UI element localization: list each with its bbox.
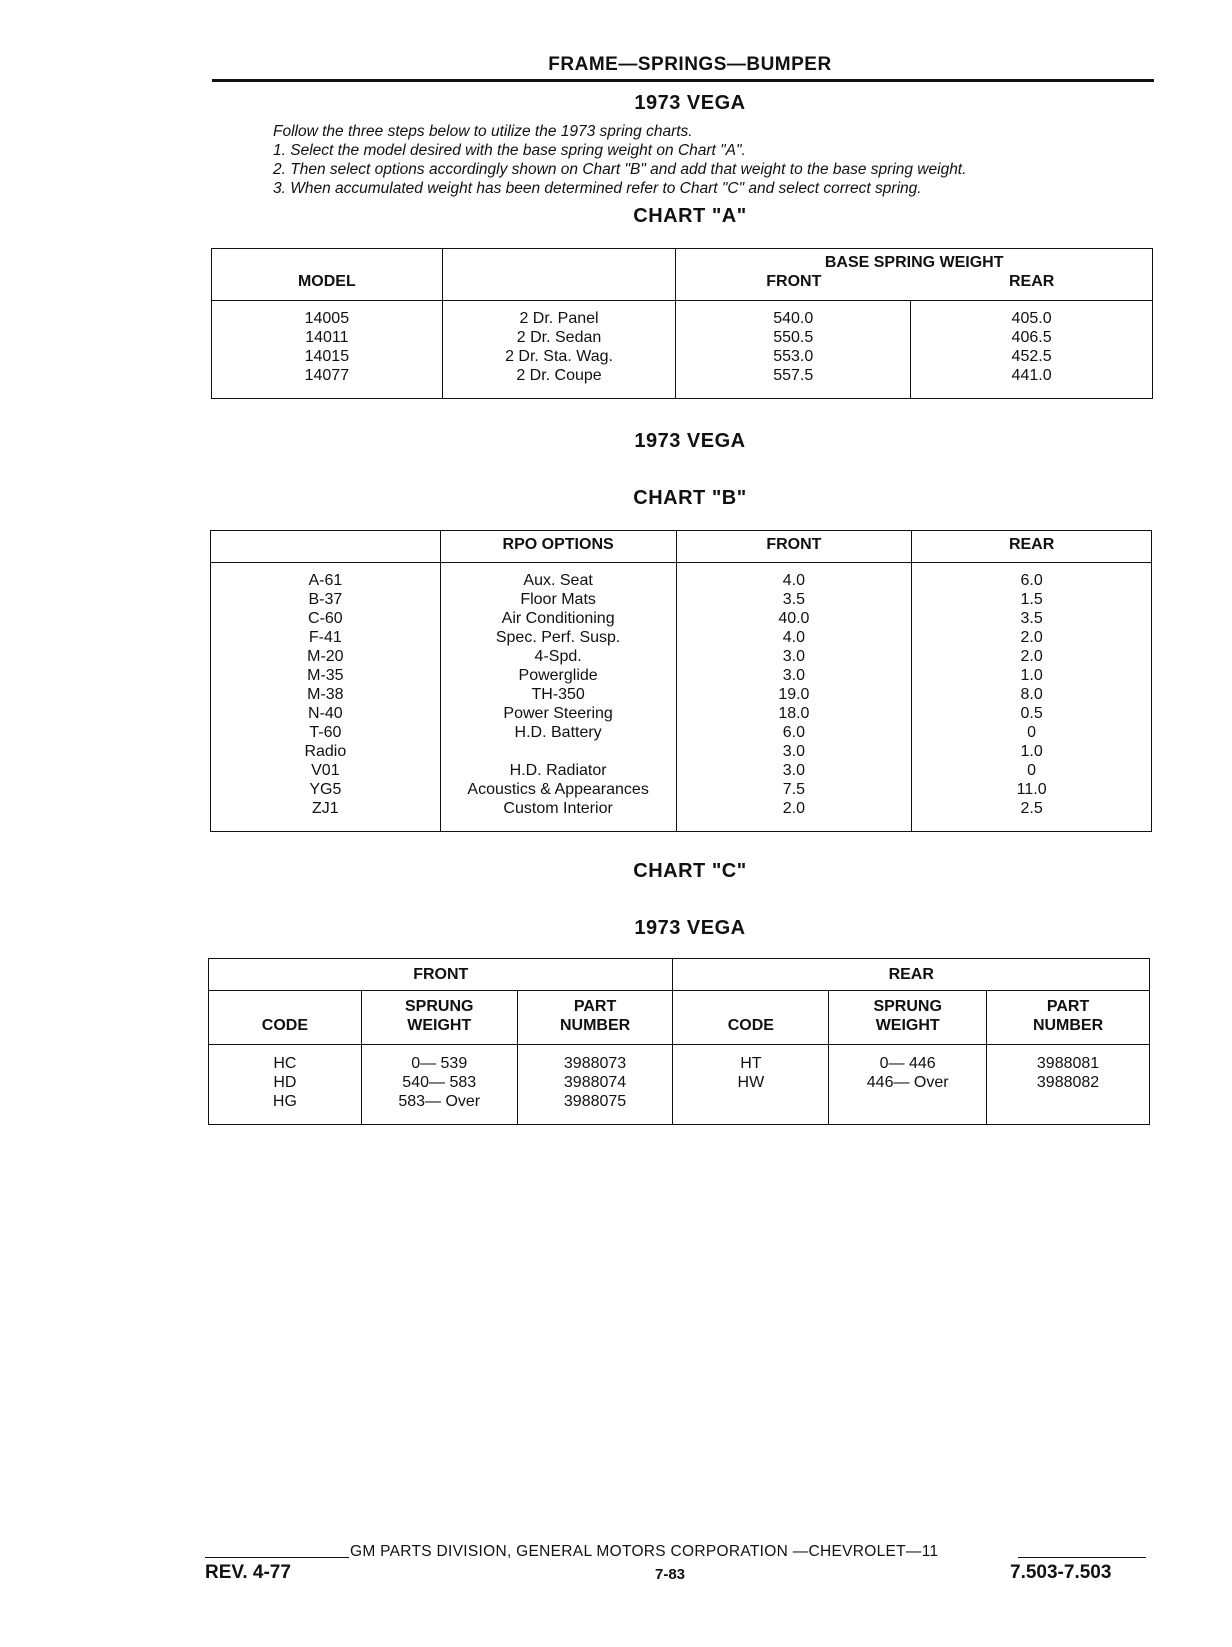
rpo-code-cell: M-35 bbox=[307, 667, 344, 684]
rear-weight-cell: 3.5 bbox=[1020, 610, 1043, 627]
rpo-code-cell: A-61 bbox=[308, 572, 343, 589]
front-sprung-weight-header bbox=[361, 991, 517, 1045]
instructions bbox=[273, 122, 966, 198]
footer-company: GM PARTS DIVISION, GENERAL MOTORS CORPORATION —CHEVROLET—11 bbox=[350, 1543, 939, 1560]
chart-c-title: CHART "C" bbox=[633, 860, 747, 882]
rpo-option-cell: Spec. Perf. Susp. bbox=[495, 629, 621, 646]
model-cell: 14011 bbox=[305, 329, 349, 346]
front-weight-cell: 4.0 bbox=[782, 629, 805, 646]
front-weight-cell: 4.0 bbox=[782, 572, 805, 589]
rpo-code-cell: YG5 bbox=[309, 781, 342, 798]
front-weight-cell: 3.5 bbox=[782, 591, 805, 608]
rear-weight-cell: 0 bbox=[1027, 724, 1037, 741]
sprung-weight-label: SPRUNG WEIGHT bbox=[873, 998, 942, 1034]
footer-rule-right bbox=[1018, 1557, 1146, 1558]
code-header bbox=[211, 531, 441, 563]
rpo-code-cell: ZJ1 bbox=[312, 800, 339, 817]
rpo-code-cell: M-20 bbox=[307, 648, 344, 665]
rear-weight-cell: 2.5 bbox=[1020, 800, 1043, 817]
rear-code-cell: HW bbox=[737, 1074, 765, 1091]
rpo-code-cell: B-37 bbox=[308, 591, 343, 608]
sprung-weight-label: SPRUNG WEIGHT bbox=[404, 998, 474, 1034]
rear-weight-cell: 441.0 bbox=[1011, 367, 1052, 384]
front-weight-cell: 553.0 bbox=[773, 348, 814, 365]
chart-b-title: CHART "B" bbox=[633, 487, 747, 509]
front-weight-cell: 540.0 bbox=[773, 310, 814, 327]
rpo-option-cell: Air Conditioning bbox=[501, 610, 615, 627]
model-header: MODEL bbox=[212, 249, 443, 301]
chart-b-table bbox=[210, 530, 1152, 832]
vega-heading-3: 1973 VEGA bbox=[634, 917, 746, 939]
front-weight-cell: 3.0 bbox=[782, 743, 805, 760]
chart-c-table bbox=[208, 958, 1150, 1125]
rear-weight-cell: 406.5 bbox=[1011, 329, 1052, 346]
rpo-option-cell: TH-350 bbox=[531, 686, 585, 703]
instruction-line: 3. When accumulated weight has been determined refer to Chart "C" and select correct spring. bbox=[273, 180, 922, 197]
rear-header: REAR bbox=[1009, 273, 1055, 290]
rpo-option-cell: Power Steering bbox=[503, 705, 613, 722]
front-part-number-cell: 3988075 bbox=[563, 1093, 627, 1110]
rpo-option-cell: 4-Spd. bbox=[534, 648, 582, 665]
rpo-code-cell: C-60 bbox=[308, 610, 343, 627]
rpo-code-cell: Radio bbox=[304, 743, 347, 760]
rpo-option-cell: H.D. Battery bbox=[514, 724, 602, 741]
front-part-number-cell: 3988073 bbox=[563, 1055, 627, 1072]
front-header: FRONT bbox=[676, 531, 912, 563]
front-weight-cell: 557.5 bbox=[773, 367, 814, 384]
rpo-option-cell: Powerglide bbox=[518, 667, 598, 684]
rear-weight-cell: 6.0 bbox=[1020, 572, 1043, 589]
front-part-number-header bbox=[517, 991, 673, 1045]
footer-rule-left bbox=[205, 1557, 349, 1558]
rpo-code-cell: T-60 bbox=[309, 724, 342, 741]
front-weight-cell: 3.0 bbox=[782, 648, 805, 665]
front-sprung-weight-cell: 0— 539 bbox=[411, 1055, 468, 1072]
rpo-options-header: RPO OPTIONS bbox=[440, 531, 676, 563]
rear-weight-cell: 11.0 bbox=[1016, 781, 1047, 798]
front-weight-cell: 19.0 bbox=[778, 686, 810, 703]
rear-sprung-weight-header bbox=[829, 991, 987, 1045]
front-code-cell: HC bbox=[273, 1055, 297, 1072]
front-header: FRONT bbox=[766, 273, 822, 290]
rear-part-number-cell: 3988081 bbox=[1036, 1055, 1100, 1072]
description-header bbox=[442, 249, 676, 301]
front-weight-cell: 40.0 bbox=[778, 610, 810, 627]
footer-page-number: 7-83 bbox=[654, 1566, 686, 1583]
front-weight-cell: 3.0 bbox=[782, 762, 805, 779]
rpo-code-cell: V01 bbox=[311, 762, 340, 779]
front-weight-cell: 550.5 bbox=[773, 329, 814, 346]
chart-a-table bbox=[211, 248, 1153, 399]
front-group-header: FRONT bbox=[209, 959, 673, 991]
rear-weight-cell: 452.5 bbox=[1011, 348, 1052, 365]
part-number-label: PART NUMBER bbox=[559, 998, 631, 1034]
rpo-option-cell: Acoustics & Appearances bbox=[467, 781, 649, 798]
rpo-option-cell: H.D. Radiator bbox=[509, 762, 607, 779]
rear-weight-cell: 1.5 bbox=[1020, 591, 1043, 608]
front-code-header: CODE bbox=[209, 991, 362, 1045]
base-spring-weight-label: BASE SPRING WEIGHT bbox=[824, 254, 1004, 271]
model-cell: 14077 bbox=[304, 367, 350, 384]
rear-weight-cell: 0.5 bbox=[1020, 705, 1043, 722]
rpo-code-cell: N-40 bbox=[308, 705, 343, 722]
rear-weight-cell: 2.0 bbox=[1020, 648, 1043, 665]
instruction-line: Follow the three steps below to utilize the 1973 spring charts. bbox=[273, 123, 693, 140]
rear-code-cell: HT bbox=[740, 1055, 762, 1072]
rear-part-number-header bbox=[987, 991, 1150, 1045]
rear-weight-cell: 1.0 bbox=[1020, 743, 1043, 760]
part-number-label: PART NUMBER bbox=[1032, 998, 1104, 1034]
rpo-option-cell bbox=[441, 742, 676, 761]
rear-weight-cell: 8.0 bbox=[1020, 686, 1043, 703]
rpo-code-cell: F-41 bbox=[308, 629, 342, 646]
instruction-line: 2. Then select options accordingly shown on Chart "B" and add that weight to the base spring weight. bbox=[273, 161, 967, 178]
front-part-number-cell: 3988074 bbox=[563, 1074, 627, 1091]
rpo-option-cell: Aux. Seat bbox=[523, 572, 593, 589]
title-rule bbox=[212, 79, 1154, 82]
rpo-code-cell: M-38 bbox=[307, 686, 344, 703]
rear-weight-cell: 1.0 bbox=[1020, 667, 1043, 684]
rpo-option-cell: Floor Mats bbox=[520, 591, 596, 608]
front-weight-cell: 3.0 bbox=[782, 667, 805, 684]
rear-weight-cell: 0 bbox=[1027, 762, 1037, 779]
description-cell: 2 Dr. Sedan bbox=[516, 329, 602, 346]
rear-group-header: REAR bbox=[673, 959, 1150, 991]
rear-weight-cell: 405.0 bbox=[1011, 310, 1052, 327]
description-cell: 2 Dr. Panel bbox=[519, 310, 599, 327]
front-code-cell: HD bbox=[273, 1074, 297, 1091]
front-weight-cell: 2.0 bbox=[782, 800, 805, 817]
rear-part-number-cell: 3988082 bbox=[1036, 1074, 1100, 1091]
description-cell: 2 Dr. Coupe bbox=[516, 367, 602, 384]
front-sprung-weight-cell: 583— Over bbox=[398, 1093, 481, 1110]
rear-sprung-weight-cell: 446— Over bbox=[866, 1074, 949, 1091]
rear-sprung-weight-cell: 0— 446 bbox=[879, 1055, 936, 1072]
rear-code-header: CODE bbox=[673, 991, 829, 1045]
rear-header: REAR bbox=[912, 531, 1152, 563]
model-cell: 14015 bbox=[304, 348, 350, 365]
rpo-option-cell: Custom Interior bbox=[503, 800, 613, 817]
model-cell: 14005 bbox=[304, 310, 350, 327]
chart-a-title: CHART "A" bbox=[633, 205, 747, 227]
description-cell: 2 Dr. Sta. Wag. bbox=[505, 348, 613, 365]
front-weight-cell: 18.0 bbox=[778, 705, 810, 722]
vega-heading-1: 1973 VEGA bbox=[634, 92, 746, 114]
front-weight-cell: 6.0 bbox=[782, 724, 805, 741]
front-weight-cell: 7.5 bbox=[782, 781, 805, 798]
front-code-cell: HG bbox=[272, 1093, 297, 1110]
rear-weight-cell: 2.0 bbox=[1020, 629, 1043, 646]
instruction-line: 1. Select the model desired with the base spring weight on Chart "A". bbox=[273, 142, 746, 159]
base-spring-weight-header bbox=[676, 249, 1153, 301]
section-title: FRAME—SPRINGS—BUMPER bbox=[548, 54, 832, 75]
footer-section-code: 7.503-7.503 bbox=[1010, 1562, 1112, 1583]
vega-heading-2: 1973 VEGA bbox=[634, 430, 746, 452]
front-sprung-weight-cell: 540— 583 bbox=[402, 1074, 477, 1091]
footer-revision: REV. 4-77 bbox=[205, 1562, 291, 1583]
